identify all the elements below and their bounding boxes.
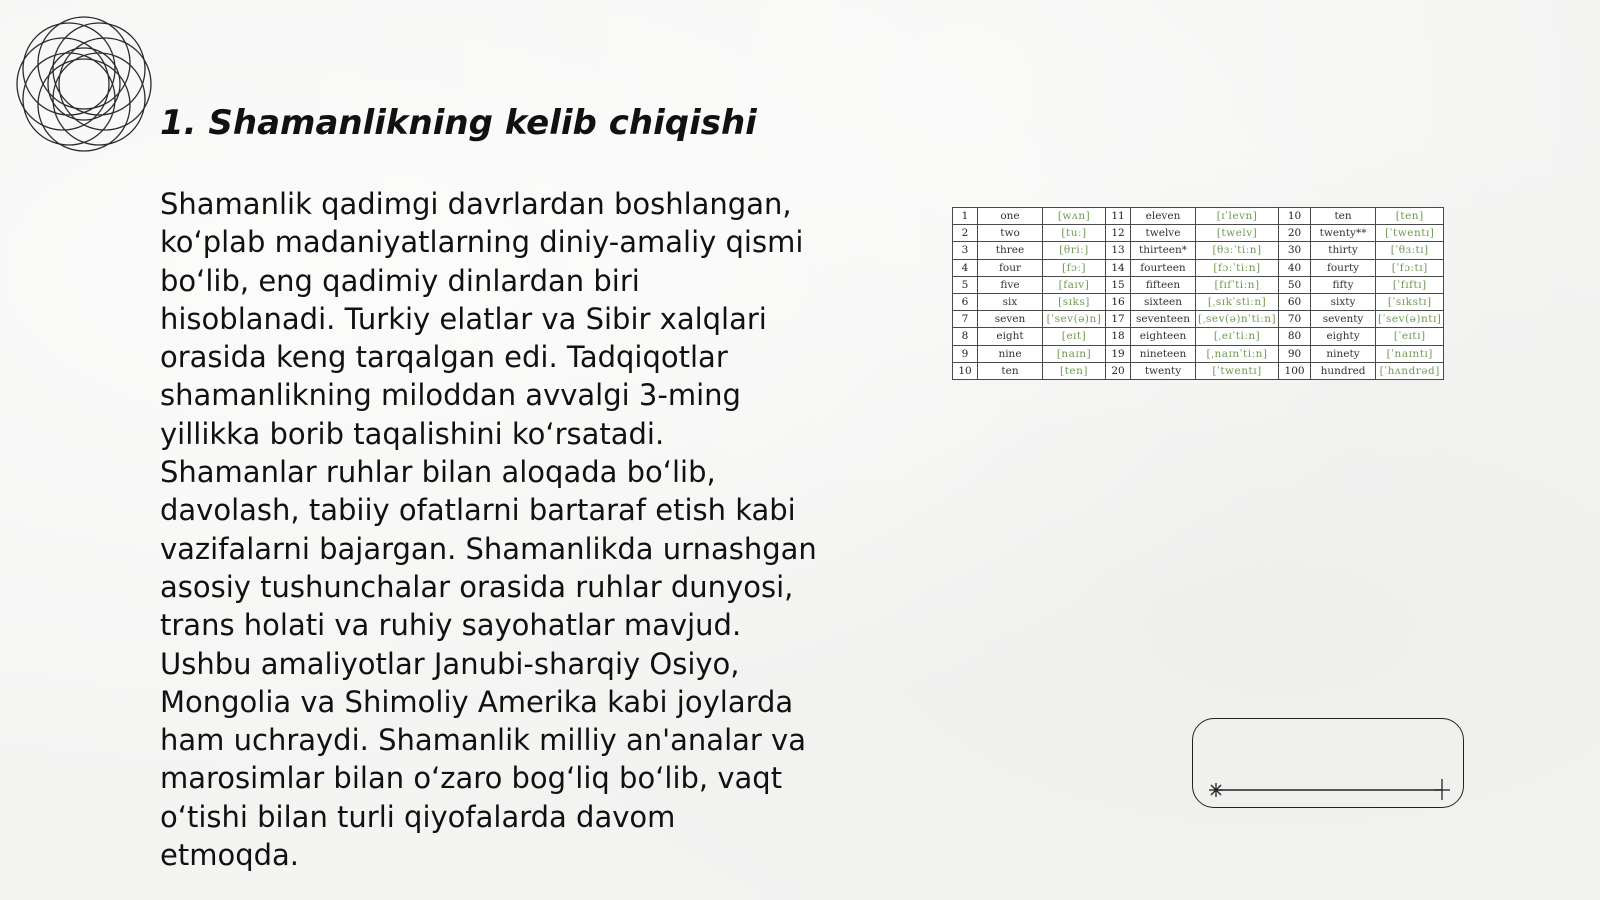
table-cell-number: 100 — [1279, 362, 1311, 379]
table-cell-word: two — [978, 225, 1043, 242]
table-cell-number: 4 — [953, 259, 978, 276]
table-cell-word: seventeen — [1131, 311, 1196, 328]
decorative-rosette — [8, 8, 160, 160]
rosette-ring — [17, 38, 109, 130]
table-cell-number: 5 — [953, 276, 978, 293]
table-cell-number: 9 — [953, 345, 978, 362]
starburst-icon — [1209, 783, 1223, 797]
table-cell-transcription: [ˈsɪkstɪ] — [1376, 293, 1444, 310]
table-cell-transcription: [ˈtwentɪ] — [1376, 225, 1444, 242]
table-cell-word: fifteen — [1131, 276, 1196, 293]
table-cell-transcription: [fɔː] — [1043, 259, 1106, 276]
table-cell-number: 20 — [1106, 362, 1131, 379]
table-row — [953, 259, 1444, 276]
table-cell-number: 15 — [1106, 276, 1131, 293]
table-cell-number: 12 — [1106, 225, 1131, 242]
table-cell-word: seven — [978, 311, 1043, 328]
table-cell-transcription: [wʌn] — [1043, 208, 1106, 225]
table-cell-transcription: [ˌsɪkˈstiːn] — [1196, 293, 1279, 310]
table-cell-transcription: [ˈfɪftɪ] — [1376, 276, 1444, 293]
rosette-ring — [59, 38, 151, 130]
table-cell-word: fifty — [1311, 276, 1376, 293]
rosette-ring — [23, 23, 115, 115]
table-cell-number: 90 — [1279, 345, 1311, 362]
table-cell-number: 40 — [1279, 259, 1311, 276]
table-cell-word: three — [978, 242, 1043, 259]
table-cell-transcription: [ˈtwentɪ] — [1196, 362, 1279, 379]
rosette-ring — [23, 53, 115, 145]
table-cell-number: 8 — [953, 328, 978, 345]
table-cell-word: eighty — [1311, 328, 1376, 345]
table-cell-word: ten — [978, 362, 1043, 379]
table-cell-transcription: [ˈsev(ə)ntɪ] — [1376, 311, 1444, 328]
table-cell-transcription: [ˌsev(ə)nˈtiːn] — [1196, 311, 1279, 328]
table-cell-transcription: [faɪv] — [1043, 276, 1106, 293]
table-cell-number: 10 — [953, 362, 978, 379]
table-cell-transcription: [ɪˈlevn] — [1196, 208, 1279, 225]
table-cell-number: 30 — [1279, 242, 1311, 259]
table-cell-transcription: [fɪfˈtiːn] — [1196, 276, 1279, 293]
table-cell-number: 19 — [1106, 345, 1131, 362]
english-numbers-table — [952, 207, 1444, 380]
table-cell-number: 16 — [1106, 293, 1131, 310]
table-cell-number: 7 — [953, 311, 978, 328]
table-cell-number: 80 — [1279, 328, 1311, 345]
table-cell-word: twelve — [1131, 225, 1196, 242]
table-cell-word: thirty — [1311, 242, 1376, 259]
table-cell-word: eleven — [1131, 208, 1196, 225]
rosette-ring — [53, 53, 145, 145]
table-cell-number: 14 — [1106, 259, 1131, 276]
table-cell-word: hundred — [1311, 362, 1376, 379]
table-row — [953, 293, 1444, 310]
table-cell-word: ten — [1311, 208, 1376, 225]
table-cell-transcription: [sɪks] — [1043, 293, 1106, 310]
table-cell-transcription: [ˈfɔːtɪ] — [1376, 259, 1444, 276]
table-cell-transcription: [naɪn] — [1043, 345, 1106, 362]
table-cell-number: 20 — [1279, 225, 1311, 242]
table-cell-transcription: [ˌeɪˈtiːn] — [1196, 328, 1279, 345]
rosette-ring — [53, 23, 145, 115]
table-cell-word: thirteen* — [1131, 242, 1196, 259]
table-cell-transcription: [ˈeɪtɪ] — [1376, 328, 1444, 345]
table-cell-number: 17 — [1106, 311, 1131, 328]
table-cell-transcription: [ten] — [1376, 208, 1444, 225]
table-cell-number: 70 — [1279, 311, 1311, 328]
table-cell-transcription: [tuː] — [1043, 225, 1106, 242]
table-cell-word: seventy — [1311, 311, 1376, 328]
table-cell-transcription: [θriː] — [1043, 242, 1106, 259]
table-cell-word: eighteen — [1131, 328, 1196, 345]
table-row — [953, 362, 1444, 379]
table-cell-word: five — [978, 276, 1043, 293]
table-cell-transcription: [ˌnaɪnˈtiːn] — [1196, 345, 1279, 362]
numbers-table-body — [953, 208, 1444, 380]
table-cell-transcription: [θɜːˈtiːn] — [1196, 242, 1279, 259]
table-cell-word: sixteen — [1131, 293, 1196, 310]
rosette-ring — [38, 17, 130, 109]
table-row — [953, 242, 1444, 259]
table-row — [953, 328, 1444, 345]
table-cell-transcription: [ˈθɜːtɪ] — [1376, 242, 1444, 259]
table-cell-number: 13 — [1106, 242, 1131, 259]
table-cell-number: 3 — [953, 242, 978, 259]
table-row — [953, 208, 1444, 225]
table-cell-word: nine — [978, 345, 1043, 362]
table-row — [953, 276, 1444, 293]
table-cell-number: 50 — [1279, 276, 1311, 293]
table-cell-transcription: [eɪt] — [1043, 328, 1106, 345]
table-cell-word: sixty — [1311, 293, 1376, 310]
table-cell-word: ninety — [1311, 345, 1376, 362]
table-cell-word: fourty — [1311, 259, 1376, 276]
table-cell-number: 2 — [953, 225, 978, 242]
table-row — [953, 345, 1444, 362]
table-cell-word: four — [978, 259, 1043, 276]
table-cell-transcription: [ten] — [1043, 362, 1106, 379]
slide-title: 1. Shamanlikning kelib chiqishi — [160, 103, 757, 143]
decorative-timeline-line — [1202, 770, 1458, 800]
table-cell-number: 1 — [953, 208, 978, 225]
table-cell-transcription: [ˈnaɪntɪ] — [1376, 345, 1444, 362]
table-cell-number: 6 — [953, 293, 978, 310]
table-cell-transcription: [fɔːˈtiːn] — [1196, 259, 1279, 276]
table-cell-number: 60 — [1279, 293, 1311, 310]
table-cell-number: 11 — [1106, 208, 1131, 225]
table-cell-word: twenty — [1131, 362, 1196, 379]
slide-body-text: Shamanlik qadimgi davrlardan boshlangan, koʻplab madaniyatlarning diniy-amaliy qismi boʻlib, eng qadimiy dinlardan biri hisoblanadi. Turkiy elatlar va Sibir xalqlari orasida keng tarqalgan edi. Tadqiqotlar shamanlikning miloddan avvalgi 3-ming yillikka borib taqalishini koʻrsatadi. Shamanlar ruhlar bilan aloqada boʻlib, davolash, tabiiy ofatlarni bartaraf etish kabi vazifalarni bajargan. Shamanlikda urnashgan asosiy tushunchalar orasida ruhlar dunyosi, trans holati va ruhiy sayohatlar mavjud. Ushbu amaliyotlar Janubi-sharqiy Osiyo, Mongolia va Shimoliy Amerika kabi joylarda ham uchraydi. Shamanlik milliy an'analar va marosimlar bilan oʻzaro bogʻliq boʻlib, vaqt oʻtishi bilan turli qiyofalarda davom etmoqda. — [160, 187, 817, 873]
table-cell-word: twenty** — [1311, 225, 1376, 242]
table-cell-transcription: [ˈsev(ə)n] — [1043, 311, 1106, 328]
table-cell-transcription: [ˈhʌndrəd] — [1376, 362, 1444, 379]
table-cell-number: 10 — [1279, 208, 1311, 225]
rosette-ring — [38, 59, 130, 151]
table-cell-number: 18 — [1106, 328, 1131, 345]
table-cell-word: eight — [978, 328, 1043, 345]
table-row — [953, 225, 1444, 242]
table-cell-word: one — [978, 208, 1043, 225]
table-row — [953, 311, 1444, 328]
table-cell-word: six — [978, 293, 1043, 310]
table-cell-word: nineteen — [1131, 345, 1196, 362]
table-cell-transcription: [twelv] — [1196, 225, 1279, 242]
table-cell-word: fourteen — [1131, 259, 1196, 276]
sparkle-cross-icon — [1434, 779, 1450, 800]
